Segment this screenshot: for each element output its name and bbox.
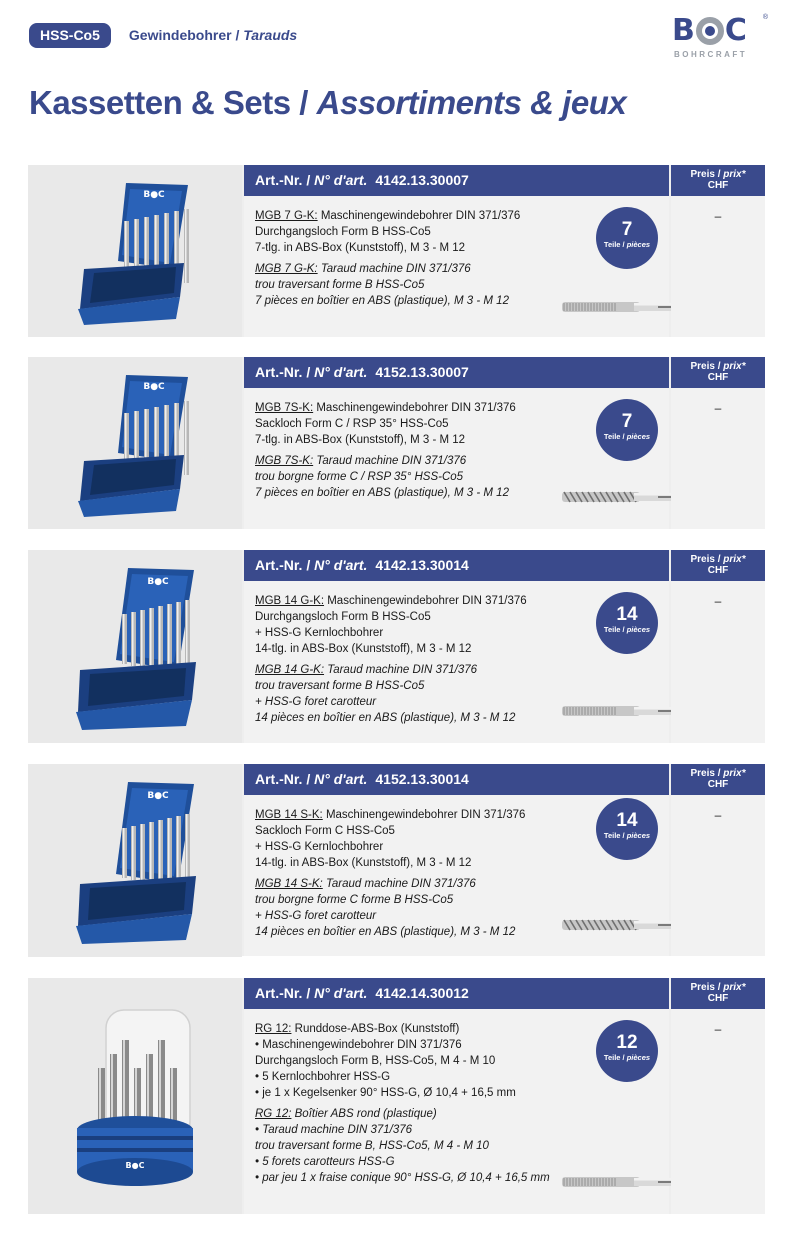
pieces-count-badge [596, 399, 658, 461]
desc-de-first-text: Maschinengewindebohrer DIN 371/376 [313, 402, 516, 414]
svg-text:B●C: B●C [143, 190, 165, 200]
art-label-de: Art.-Nr. / [255, 557, 315, 573]
article-number: 4142.13.30007 [375, 172, 469, 188]
product-code-fr: RG 12: [255, 1108, 292, 1120]
desc-de-first [255, 208, 585, 224]
product-info [244, 357, 669, 529]
desc-de-first [255, 593, 585, 609]
product-code-fr: MGB 14 G-K: [255, 664, 325, 676]
pieces-label-fr: pièces [626, 432, 651, 441]
product-card [28, 764, 765, 956]
category-sep: / [231, 27, 244, 43]
price-label [671, 768, 765, 779]
pieces-count-badge [596, 798, 658, 860]
price-label-de: Preis / [690, 982, 724, 993]
article-header [244, 550, 669, 581]
page-title-sep: / [290, 84, 317, 121]
product-card [28, 978, 765, 1214]
desc-de-line: 7-tlg. in ABS-Box (Kunststoff), M 3 - M 12 [255, 242, 466, 254]
pieces-label-de: Teile / [603, 625, 627, 634]
product-code-de: MGB 14 S-K: [255, 809, 323, 821]
pieces-label-fr: pièces [626, 240, 651, 249]
price-column [671, 165, 765, 337]
pieces-count: 14 [616, 810, 638, 831]
product-code-de: MGB 14 G-K: [255, 595, 325, 607]
category-fr: Tarauds [243, 27, 298, 43]
category-label [129, 27, 297, 43]
desc-fr-first [255, 453, 585, 469]
pieces-label-fr: pièces [626, 1053, 651, 1062]
product-image [28, 978, 242, 1214]
desc-fr-line: trou traversant forme B, HSS-Co5, M 4 - M 10 [255, 1140, 489, 1152]
product-code-de: MGB 7 G-K: [255, 210, 318, 222]
price-label-de: Preis / [690, 361, 724, 372]
pieces-label-de: Teile / [603, 240, 627, 249]
desc-de-line: • Maschinengewindebohrer DIN 371/376 [255, 1039, 462, 1051]
logo-ring-icon [696, 17, 724, 45]
svg-text:B●C: B●C [147, 791, 169, 801]
price-currency: CHF [707, 779, 729, 790]
pieces-count-badge [596, 1020, 658, 1082]
product-code-fr: MGB 7S-K: [255, 455, 314, 467]
logo-letter-b: B [672, 13, 695, 48]
material-badge: HSS-Co5 [29, 23, 111, 48]
pieces-label [596, 432, 658, 442]
desc-de-line: Sackloch Form C HSS-Co5 [255, 825, 395, 837]
price-label [671, 169, 765, 180]
desc-de-line: Sackloch Form C / RSP 35° HSS-Co5 [255, 418, 449, 430]
logo-mark [672, 14, 768, 48]
article-header [244, 165, 669, 196]
desc-fr-first [255, 261, 585, 277]
desc-fr-line: • Taraud machine DIN 371/376 [255, 1124, 413, 1136]
article-header [244, 978, 669, 1009]
price-label [671, 554, 765, 565]
desc-fr-line: + HSS-G foret carotteur [255, 696, 377, 708]
desc-fr-first [255, 1106, 585, 1122]
price-value: – [714, 401, 722, 415]
bohrcraft-logo [672, 14, 768, 64]
price-label-de: Preis / [690, 554, 724, 565]
price-value: – [714, 209, 722, 223]
desc-fr-first-text: Taraud machine DIN 371/376 [313, 455, 467, 467]
desc-de-line: Durchgangsloch Form B, HSS-Co5, M 4 - M 10 [255, 1055, 496, 1067]
pieces-label-de: Teile / [603, 831, 627, 840]
art-label-de: Art.-Nr. / [255, 771, 315, 787]
svg-text:B●C: B●C [125, 1161, 145, 1170]
desc-fr-line: trou borgne forme C forme B HSS-Co5 [255, 894, 454, 906]
art-label-de: Art.-Nr. / [255, 364, 315, 380]
page-title-de: Kassetten & Sets [29, 84, 291, 121]
price-header [671, 978, 765, 1009]
pieces-count: 14 [616, 604, 638, 625]
desc-de-first-text: Maschinengewindebohrer DIN 371/376 [322, 809, 526, 821]
desc-de-line: Durchgangsloch Form B HSS-Co5 [255, 611, 431, 623]
price-column [671, 550, 765, 743]
art-label-fr: N° d'art. [314, 172, 368, 188]
price-label-fr: prix* [723, 361, 746, 372]
logo-wordmark: BOHRCRAFT [674, 50, 748, 59]
article-header [244, 764, 669, 795]
product-card [28, 550, 765, 743]
product-image [28, 165, 242, 337]
desc-fr-line: + HSS-G foret carotteur [255, 910, 377, 922]
pieces-label [596, 625, 658, 635]
pieces-count-badge [596, 207, 658, 269]
price-label-fr: prix* [723, 982, 746, 993]
art-label-fr: N° d'art. [314, 557, 368, 573]
page-title [29, 84, 626, 122]
desc-fr-first [255, 662, 585, 678]
pieces-count: 7 [621, 411, 633, 432]
product-info [244, 764, 669, 956]
desc-fr-line: • par jeu 1 x fraise conique 90° HSS-G, Ø 10,4 + 16,5 mm [255, 1172, 550, 1184]
desc-de-first-text: Maschinengewindebohrer DIN 371/376 [317, 210, 521, 222]
product-code-de: RG 12: [255, 1023, 292, 1035]
price-value: – [714, 1022, 722, 1036]
product-image [28, 550, 242, 743]
article-header [244, 357, 669, 388]
article-number: 4152.13.30014 [375, 771, 469, 787]
desc-de-first [255, 400, 585, 416]
logo-registered: ® [762, 14, 768, 21]
pieces-label-fr: pièces [626, 625, 651, 634]
desc-de-line: + HSS-G Kernlochbohrer [255, 627, 384, 639]
price-currency: CHF [707, 993, 729, 1004]
desc-de-line: • 5 Kernlochbohrer HSS-G [255, 1071, 391, 1083]
desc-fr-line: 14 pièces en boîtier en ABS (plastique), M 3 - M 12 [255, 926, 516, 938]
price-label-fr: prix* [723, 768, 746, 779]
price-label-fr: prix* [723, 554, 746, 565]
art-label-fr: N° d'art. [314, 771, 368, 787]
product-code-de: MGB 7S-K: [255, 402, 314, 414]
pieces-count: 7 [621, 219, 633, 240]
desc-fr-first-text: Boîtier ABS rond (plastique) [291, 1108, 437, 1120]
price-label-de: Preis / [690, 169, 724, 180]
price-header [671, 764, 765, 795]
price-column [671, 978, 765, 1214]
pieces-label-de: Teile / [603, 432, 627, 441]
desc-fr-line: 14 pièces en boîtier en ABS (plastique), M 3 - M 12 [255, 712, 516, 724]
desc-de-first [255, 807, 585, 823]
desc-fr-first [255, 876, 585, 892]
price-header [671, 550, 765, 581]
article-number: 4142.14.30012 [375, 985, 469, 1001]
product-image [28, 357, 242, 529]
pieces-count-badge [596, 592, 658, 654]
product-info [244, 165, 669, 337]
product-image [28, 764, 242, 956]
pieces-label-fr: pièces [626, 831, 651, 840]
desc-de-first-text: Runddose-ABS-Box (Kunststoff) [291, 1023, 460, 1035]
logo-letter-c: C [724, 13, 747, 48]
desc-fr-line: trou traversant forme B HSS-Co5 [255, 279, 425, 291]
desc-de-line: Durchgangsloch Form B HSS-Co5 [255, 226, 431, 238]
desc-de-first [255, 1021, 585, 1037]
desc-de-line: 14-tlg. in ABS-Box (Kunststoff), M 3 - M 12 [255, 857, 472, 869]
price-value: – [714, 594, 722, 608]
price-column [671, 764, 765, 956]
product-code-fr: MGB 7 G-K: [255, 263, 318, 275]
pieces-label-de: Teile / [603, 1053, 627, 1062]
pieces-label [596, 1053, 658, 1063]
desc-de-line: • je 1 x Kegelsenker 90° HSS-G, Ø 10,4 + 16,5 mm [255, 1087, 516, 1099]
svg-text:B●C: B●C [147, 577, 169, 587]
price-header [671, 357, 765, 388]
product-description [255, 208, 585, 309]
product-code-fr: MGB 14 S-K: [255, 878, 323, 890]
desc-de-first-text: Maschinengewindebohrer DIN 371/376 [324, 595, 527, 607]
product-card [28, 165, 765, 337]
article-number: 4152.13.30007 [375, 364, 469, 380]
desc-fr-line: 7 pièces en boîtier en ABS (plastique), M 3 - M 12 [255, 487, 509, 499]
product-card [28, 357, 765, 529]
product-description [255, 807, 585, 940]
price-column [671, 357, 765, 529]
price-label-fr: prix* [723, 169, 746, 180]
art-label-de: Art.-Nr. / [255, 985, 315, 1001]
pieces-label [596, 831, 658, 841]
price-currency: CHF [707, 180, 729, 191]
price-header [671, 165, 765, 196]
desc-fr-line: 7 pièces en boîtier en ABS (plastique), M 3 - M 12 [255, 295, 509, 307]
page-title-fr: Assortiments & jeux [316, 84, 627, 121]
price-currency: CHF [707, 565, 729, 576]
desc-de-line: 7-tlg. in ABS-Box (Kunststoff), M 3 - M 12 [255, 434, 466, 446]
svg-text:B●C: B●C [143, 382, 165, 392]
price-label [671, 982, 765, 993]
art-label-fr: N° d'art. [314, 985, 368, 1001]
price-currency: CHF [707, 372, 729, 383]
product-info [244, 978, 669, 1214]
product-description [255, 1021, 585, 1186]
desc-fr-line: • 5 forets carotteurs HSS-G [255, 1156, 395, 1168]
product-description [255, 593, 585, 726]
desc-fr-line: trou traversant forme B HSS-Co5 [255, 680, 425, 692]
category-de: Gewindebohrer [128, 27, 232, 43]
desc-de-line: + HSS-G Kernlochbohrer [255, 841, 384, 853]
art-label-fr: N° d'art. [314, 364, 368, 380]
art-label-de: Art.-Nr. / [255, 172, 315, 188]
desc-fr-line: trou borgne forme C / RSP 35° HSS-Co5 [255, 471, 464, 483]
desc-de-line: 14-tlg. in ABS-Box (Kunststoff), M 3 - M 12 [255, 643, 472, 655]
pieces-count: 12 [616, 1032, 638, 1053]
desc-fr-first-text: Taraud machine DIN 371/376 [317, 263, 471, 275]
article-number: 4142.13.30014 [375, 557, 469, 573]
price-label [671, 361, 765, 372]
price-value: – [714, 808, 722, 822]
desc-fr-first-text: Taraud machine DIN 371/376 [324, 664, 478, 676]
price-label-de: Preis / [690, 768, 724, 779]
pieces-label [596, 240, 658, 250]
desc-fr-first-text: Taraud machine DIN 371/376 [322, 878, 476, 890]
product-info [244, 550, 669, 743]
product-description [255, 400, 585, 501]
top-bar [29, 22, 297, 48]
